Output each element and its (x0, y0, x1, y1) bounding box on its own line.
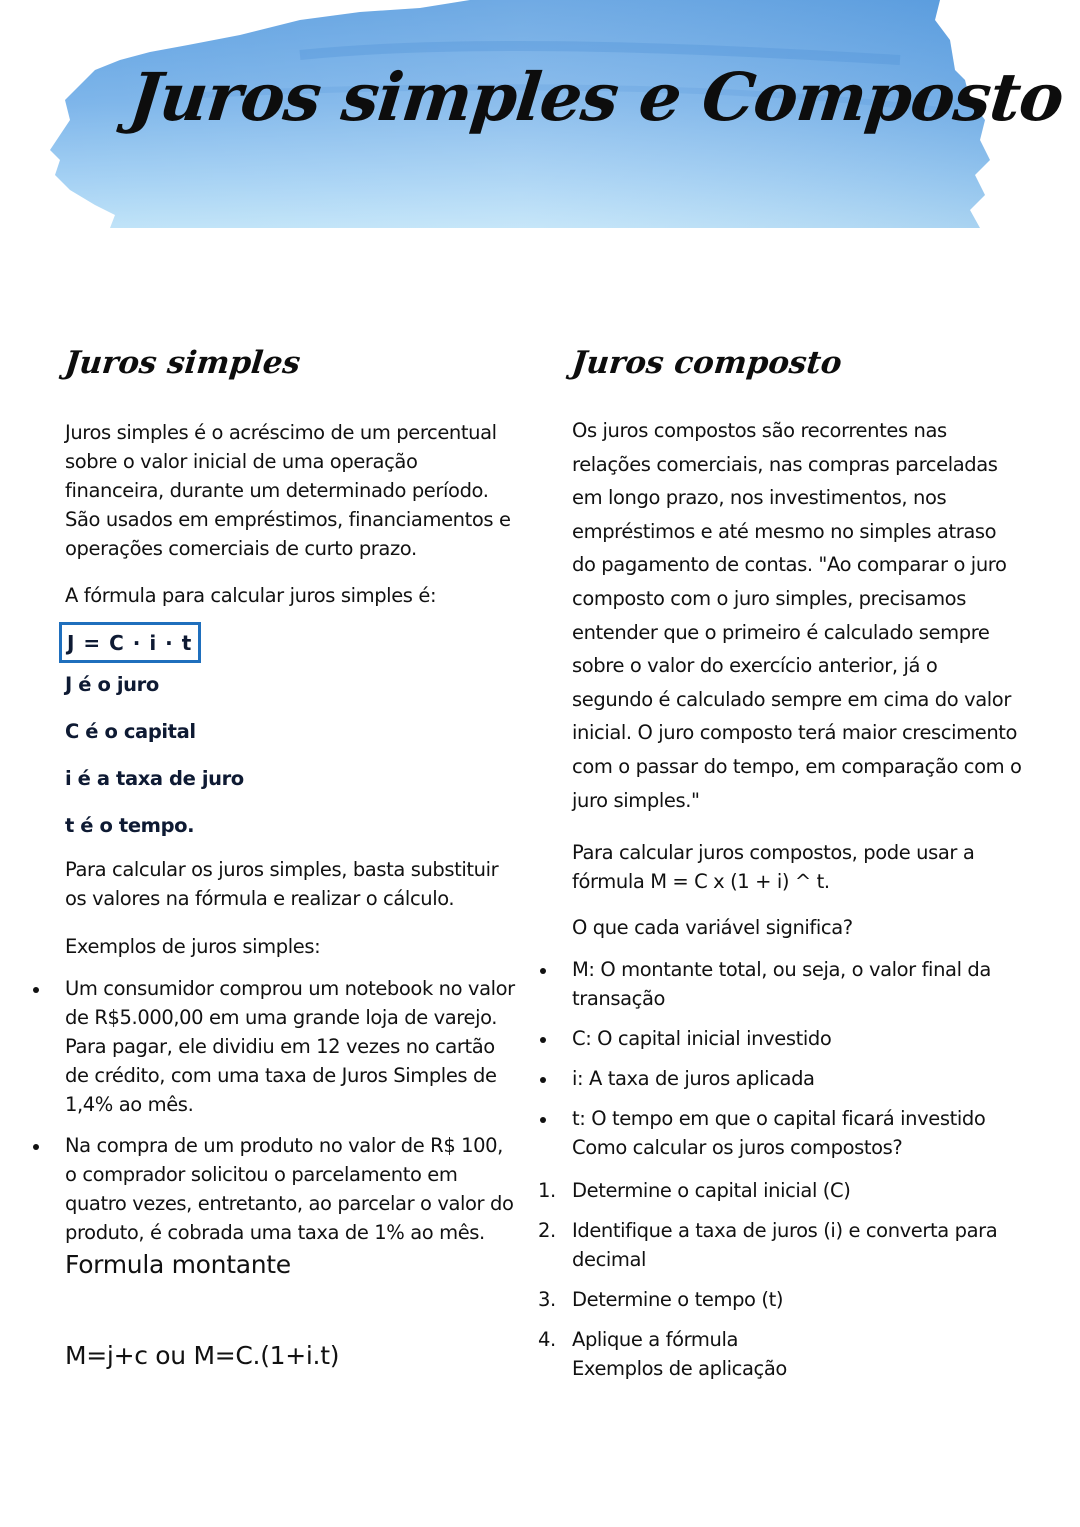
list-item: Um consumidor comprou um notebook no valor de R$5.000,00 em uma grande loja de varejo. Para pagar, ele dividiu em 12 vezes no cartão de crédito, com uma taxa de Juros Simples de 1,4% ao mês. (65, 974, 515, 1119)
bullet-icon (540, 1077, 546, 1083)
definition-i: i é a taxa de juro (65, 767, 244, 790)
page-title: Juros simples e Composto (125, 58, 1067, 136)
header-banner (0, 0, 1080, 235)
calc-note: Para calcular os juros simples, basta substituir os valores na fórmula e realizar o cálculo. (65, 858, 499, 910)
section-heading-juros-composto: Juros composto (570, 345, 844, 381)
application-examples-title: Exemplos de aplicação (572, 1357, 787, 1381)
compound-formula-note: Para calcular juros compostos, pode usar a fórmula M = C x (1 + i) ^ t. (572, 841, 975, 894)
variables-title: O que cada variável significa? (572, 916, 853, 940)
bullet-icon (540, 1117, 546, 1123)
section-heading-juros-simples: Juros simples (63, 345, 303, 381)
list-item: i: A taxa de juros aplicada (572, 1064, 1022, 1093)
formula-intro: A fórmula para calcular juros simples é: (65, 584, 437, 607)
juros-simples-intro: Juros simples é o acréscimo de um percentual sobre o valor inicial de uma operação financeira, durante um determinado período. São usados em empréstimos, financiamentos e operações comerciais de curto prazo. (65, 421, 511, 560)
variables-list (572, 955, 1022, 1162)
juros-composto-intro: Os juros compostos são recorrentes nas relações comerciais, nas compras parceladas em longo prazo, nos investimentos, nos empréstimos e até mesmo no simples atraso do pagamento de contas. "Ao comparar o juro composto com o juro simples, precisamos entender que o primeiro é calculado sempre sobre o valor do exercício anterior, já o segundo é calculado sempre em cima do valor inicial. O juro composto terá maior crescimento com o passar do tempo, em comparação com o juro simples." (572, 419, 1022, 812)
list-item: 1. Determine o capital inicial (C) (538, 1179, 851, 1203)
montante-title: Formula montante (65, 1250, 291, 1279)
juros-simples-section (65, 335, 515, 1374)
list-item: M: O montante total, ou seja, o valor final da transação (572, 955, 1022, 1013)
bullet-icon (540, 1037, 546, 1043)
list-item: 2. Identifique a taxa de juros (i) e converta para decimal (538, 1219, 998, 1272)
bullet-icon (33, 1144, 39, 1150)
list-item: C: O capital inicial investido (572, 1024, 1022, 1053)
bullet-icon (33, 987, 39, 993)
definition-j: J é o juro (65, 673, 159, 696)
examples-title: Exemplos de juros simples: (65, 935, 321, 958)
steps-list (538, 1176, 1022, 1383)
examples-list (65, 974, 515, 1247)
list-item: t: O tempo em que o capital ficará investido Como calcular os juros compostos? (572, 1104, 1022, 1162)
definition-c: C é o capital (65, 720, 196, 743)
bullet-icon (540, 968, 546, 974)
how-to-title: Como calcular os juros compostos? (572, 1136, 903, 1160)
list-item: 4. Aplique a fórmula Exemplos de aplicação (538, 1328, 787, 1381)
list-item: Na compra de um produto no valor de R$ 100, o comprador solicitou o parcelamento em quatro vezes, entretanto, ao parcelar o valor do produto, é cobrada uma taxa de 1% ao mês. (65, 1131, 515, 1247)
formula-box: J = C · i · t (59, 622, 201, 663)
definition-t: t é o tempo. (65, 814, 195, 837)
juros-composto-section (538, 335, 1022, 1383)
list-item: 3. Determine o tempo (t) (538, 1288, 784, 1312)
montante-formula: M=j+c ou M=C.(1+i.t) (65, 1341, 340, 1370)
